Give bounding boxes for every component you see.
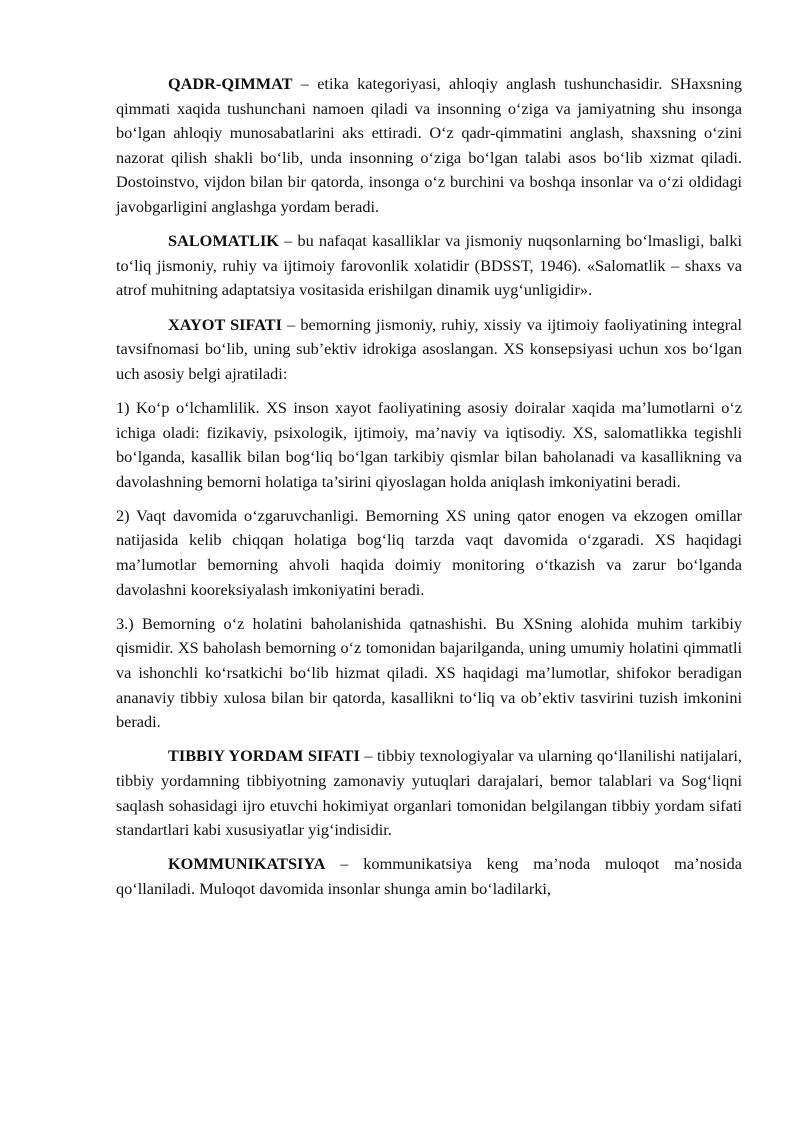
document-page [116,72,742,911]
paragraph-tibbiy-yordam-sifati [116,744,742,842]
term-heading: TIBBIY YORDAM SIFATI [168,746,360,766]
term-heading: SALOMATLIK [168,231,279,251]
term-heading: XAYOT SIFATI [168,314,282,334]
paragraph-kommunikatsiya [116,852,742,901]
term-heading: KOMMUNIKATSIYA [168,854,326,874]
list-item-3 [116,612,742,735]
paragraph-text: 3.) Bemorning o‘z holatini baholanishida qatnashishi. Bu XSning alohida muhim tarkibiy qismidir. XS baholash bemorning o‘z tomonidan bajarilganda, uning umumiy holatini qimmatli va ishonchli ko‘rsatkichi bo‘lib hizmat qiladi. XS haqidagi ma’lumotlar, shifokor beradigan ananaviy tibbiy xulosa bilan bir qatorda, kasallikni to‘liq va ob’ektiv tasvirini tuzish imkonini beradi. [116,613,742,732]
paragraph-text: – bemorning jismoniy, ruhiy, xissiy va ijtimoiy faoliyatining integral tavsifnomasi bo‘lib, uning sub’ektiv idrokiga asoslangan. XS konsepsiyasi uchun xos bo‘lgan uch asosiy belgi ajratiladi: [116,314,742,383]
paragraph-xayot-sifati [116,313,742,387]
term-heading: QADR-QIMMAT [168,74,293,93]
paragraph-text: – tibbiy texnologiyalar va ularning qo‘llanilishi natijalari, tibbiy yordamning tibbiyotning zamonaviy yutuqlari darajalari, bemor talablari va Sog‘liqni saqlash sohasidagi ijro etuvchi hokimiyat organlari tomonidan belgilangan tibbiy yordam sifati standartlari kabi xususiyatlar yig‘indisidir. [116,746,742,840]
paragraph-text: – etika kategoriyasi, ahloqiy anglash tushunchasidir. SHaxsning qimmati xaqida tushunchani namoen qiladi va insonning o‘ziga va jamiyatning shu insonga bo‘lgan ahloqiy munosabatlarini aks ettiradi. O‘z qadr-qimmatini anglash, shaxsning o‘zini nazorat qilish shakli bo‘lib, unda insonning o‘ziga bo‘lgan talabi asos bo‘lib xizmat qiladi. Dostoinstvo, vijdon bilan bir qatorda, insonga o‘z burchini va boshqa insonlar va o‘zi oldidagi javobgarligini anglashga yordam beradi. [116,74,742,216]
list-item-2 [116,504,742,602]
paragraph-text: 2) Vaqt davomida o‘zgaruvchanligi. Bemorning XS uning qator enogen va ekzogen omillar natijasida kelib chiqqan holatiga bog‘liq tarzda vaqt davomida o‘zgaradi. XS haqidagi ma’lumotlar bemorning ahvoli haqida doimiy monitoring o‘tkazish va zarur bo‘lganda davolashni kooreksiyalash imkoniyatini beradi. [116,505,742,599]
paragraph-qadr-qimmat [116,72,742,220]
list-item-1 [116,396,742,494]
paragraph-text: – bu nafaqat kasalliklar va jismoniy nuqsonlarning bo‘lmasligi, balki to‘liq jismoniy, ruhiy va ijtimoiy farovonlik xolatidir (BDSST, 1946). «Salomatlik – shaxs va atrof muhitning adaptatsiya vositasida erishilgan dinamik uyg‘unligidir». [116,231,742,300]
paragraph-text: – kommunikatsiya keng ma’noda muloqot ma’nosida qo‘llaniladi. Muloqot davomida insonlar shunga amin bo‘ladilarki, [116,854,742,898]
paragraph-salomatlik [116,229,742,303]
paragraph-text: 1) Ko‘p o‘lchamlilik. XS inson xayot faoliyatining asosiy doiralar xaqida ma’lumotlarni o‘z ichiga oladi: fizikaviy, psixologik, ijtimoiy, ma’naviy va iqtisodiy. XS, salomatlikka tegishli bo‘lganda, kasallik bilan bog‘liq bo‘lgan tarkibiy qismlar bilan baholanadi va kasallikning va davolashning bemorni holatiga ta’sirini qiyoslagan holda aniqlash imkoniyatini beradi. [116,397,742,491]
